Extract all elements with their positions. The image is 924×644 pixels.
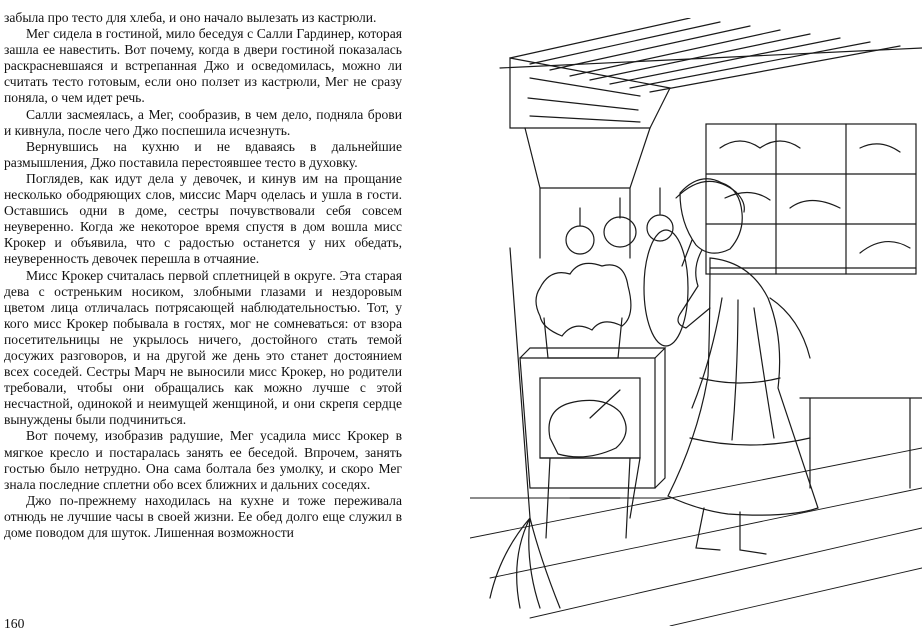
paragraph: Мисс Крокер считалась первой сплетницей в округе. Эта старая дева с остреньким носиком, злобными глазами и нездоровым цветом лица отличалась потрясающей наблюдательностью. Тот, у кого мисс Крокер побывала в гостях, мог не сомневаться: от взора посетительницы не укрылось ничего, достойного стать темой досужих разговоров, и на другой же день это станет достоянием всех соседей. Сестры Марч не выносили мисс Крокер, но родители требовали, чтобы они обращались как можно лучше с этой несчастной, одинокой и неимущей женщиной, и они скрепя сердце вынуждены были подчиниться. [4, 267, 402, 428]
kitchen-illustration [470, 18, 922, 626]
ceiling-planks [500, 18, 922, 92]
text-column [4, 10, 402, 541]
paragraph: Вот почему, изобразив радушие, Мег усадила мисс Крокер в мягкое кресло и постаралась занять ее беседой. Впрочем, занять гостью было нетрудно. Она сама болтала без умолку, и скоро Мег знала последние сплетни обо всех ближних и дальних соседях. [4, 428, 402, 492]
side-table [800, 398, 922, 488]
stove [520, 348, 665, 488]
range-hood [510, 58, 670, 258]
dough-crock [536, 263, 631, 358]
paragraph: Джо по-прежнему находилась на кухне и тоже переживала отнюдь не лучшие часы в своей жизни. Ее обед долго еще служил в доме поводом для шуток. Лишенная возможности [4, 492, 402, 540]
bowl-stool [540, 390, 640, 538]
window [706, 124, 916, 274]
paragraph: забыла про тесто для хлеба, и оно начало вылезать из кастрюли. [4, 10, 377, 25]
paragraph: Поглядев, как идут дела у девочек, и кинув им на прощание несколько ободряющих слов, миссис Марч оделась и ушла в гости. Оставшись одни в доме, сестры почувствовали себя совсем неуверенно. Когда же некоторое время спустя в дом вошла мисс Крокер и объявила, что с радостью останется у них обедать, неуверенность девочек перешла в отчаяние. [4, 170, 402, 267]
paragraph: Мег сидела в гостиной, мило беседуя с Салли Гардинер, которая зашла ее навестить. Вот почему, когда в двери гостиной показалась раскрасневшаяся и встрепанная Джо и осведомилась, можно ли считать тесто готовым, если оно ползет из кастрюли, Мег не сразу поняла, о чем идет речь. [4, 26, 402, 106]
page-number: 160 [4, 616, 25, 631]
paragraph: Салли засмеялась, а Мег, сообразив, в чем дело, подняла брови и кивнула, после чего Джо поспешила исчезнуть. [4, 106, 402, 138]
paragraph: Вернувшись на кухню и не вдаваясь в дальнейшие размышления, Джо поставила перестоявшее тесто в духовку. [4, 138, 402, 170]
hanging-pans [566, 188, 673, 254]
